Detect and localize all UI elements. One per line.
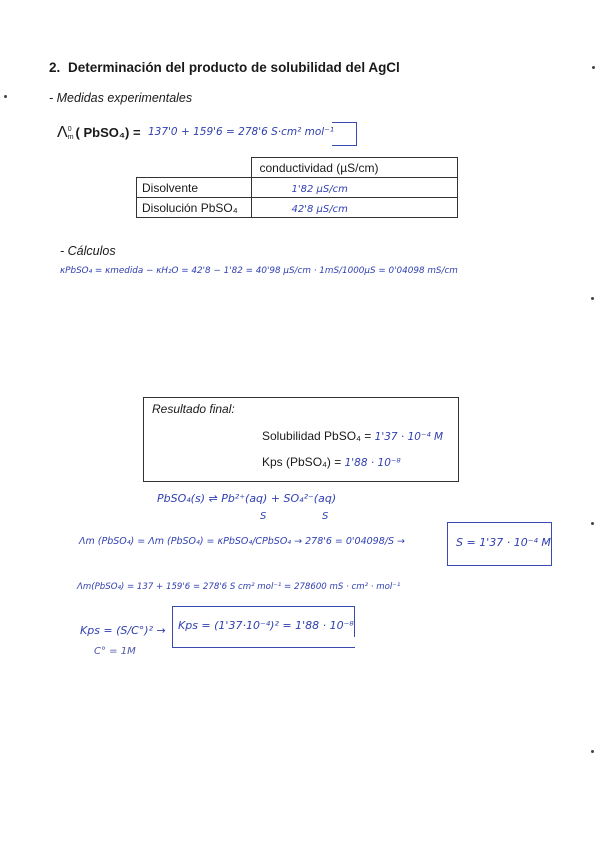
solubility-label: Solubilidad PbSO₄ = [262, 429, 372, 443]
kps-box-right-bracket [344, 606, 355, 637]
row-value: 1'82 µS/cm [251, 178, 458, 198]
lambda-species: ( PbSO₄) = [75, 125, 141, 140]
equilibrium-s1: S [260, 511, 267, 522]
solubility-answer-box [447, 522, 552, 566]
kps-value: 1'88 · 10⁻⁸ [344, 457, 401, 469]
lambda-symbol: Λ [57, 124, 68, 141]
calc-label: - Cálculos [60, 244, 116, 258]
scan-speck [591, 750, 594, 753]
lambda-formula [57, 124, 141, 142]
solubility-value: 1'37 · 10⁻⁴ M [374, 431, 444, 443]
conductivity-table [136, 157, 458, 218]
section-heading [49, 60, 400, 75]
row-label: Disolvente [137, 178, 252, 198]
lambda-handwritten: 137'0 + 159'6 = 278'6 S·cm² mol⁻¹ [148, 126, 334, 138]
result-box [143, 397, 459, 482]
kps-row [262, 455, 401, 469]
standard-concentration: C° = 1M [94, 646, 136, 657]
result-title: Resultado final: [152, 402, 235, 416]
kps-label: Kps (PbSO₄) = [262, 455, 342, 469]
scan-speck [591, 522, 594, 525]
kps-equation: Kps = (S/C°)² → [80, 624, 166, 637]
kps-answer: Kps = (1'37·10⁻⁴)² = 1'88 · 10⁻⁸ [178, 619, 354, 632]
equilibrium-equation: PbSO₄(s) ⇌ Pb²⁺(aq) + SO₄²⁻(aq) [157, 492, 337, 505]
table-row [137, 198, 458, 218]
scan-speck [4, 95, 7, 98]
lambda-sub: m [67, 133, 74, 141]
equilibrium-s2: S [322, 511, 329, 522]
table-header: conductividad (µS/cm) [251, 158, 458, 178]
lambda-sum-line: Λm(PbSO₄) = 137 + 159'6 = 278'6 S cm² mol⁻¹ = 278600 mS · cm² · mol⁻¹ [77, 582, 401, 592]
table-corner-cell [137, 158, 252, 178]
calc-line: κPbSO₄ = κmedida − κH₂O = 42'8 − 1'82 = 40'98 µS/cm · 1mS/1000µS = 0'04098 mS/cm [60, 266, 458, 276]
measures-label: - Medidas experimentales [49, 91, 193, 105]
table-row [137, 178, 458, 198]
scan-speck [592, 66, 595, 69]
row-value: 42'8 µS/cm [251, 198, 458, 218]
scan-speck [591, 297, 594, 300]
section-number: 2. [49, 60, 61, 75]
row-label: Disolución PbSO₄ [137, 198, 252, 218]
section-title: Determinación del producto de solubilidad del AgCl [68, 60, 400, 75]
solubility-answer: S = 1'37 · 10⁻⁴ M [456, 536, 551, 549]
lambda-sup: 0 [67, 125, 72, 133]
lambda-hand-box [332, 122, 357, 146]
lambda-equation: Λm (PbSO₄) = Λm (PbSO₄) = κPbSO₄/CPbSO₄ → 278'6 = 0'04098/S → [79, 536, 405, 547]
kps-answer-box [172, 606, 355, 648]
solubility-row [262, 429, 443, 443]
